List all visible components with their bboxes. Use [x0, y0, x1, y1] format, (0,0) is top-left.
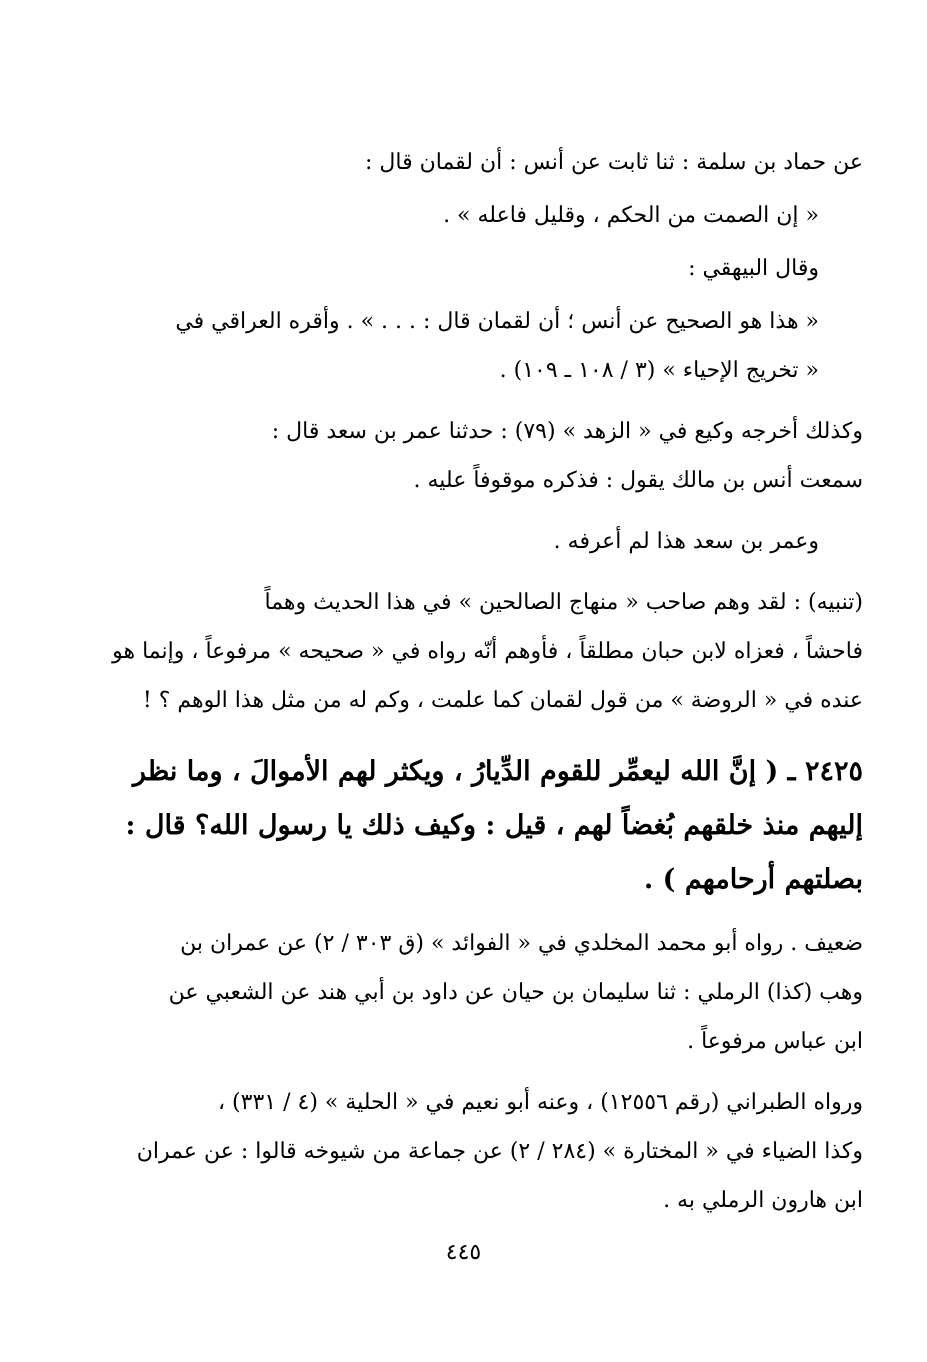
- paragraph-tanbih: [112, 578, 863, 725]
- hadith-line: ٢٤٢٥ ـ ( إنَّ الله ليعمِّر للقوم الدِّيارُ ، ويكثر لهم الأموالَ ، وما نظر: [132, 756, 863, 787]
- text-line: عن حماد بن سلمة : ثنا ثابت عن أنس : أن لقمان قال :: [365, 150, 863, 175]
- text-line: ابن هارون الرملي به .: [663, 1188, 863, 1213]
- text-line: وهب (كذا) الرملي : ثنا سليمان بن حيان عن داود بن أبي هند عن الشعبي عن: [168, 980, 863, 1005]
- text-line: « هذا هو الصحيح عن أنس ؛ أن لقمان قال : . . . » . وأقره العراقي في: [175, 309, 819, 334]
- paragraph-quote-silence: [123, 191, 863, 240]
- paragraph-waki: [123, 407, 863, 505]
- page-number: ٤٤٥: [445, 1240, 482, 1265]
- text-line: فاحشاً ، فعزاه لابن حبان مطلقاً ، فأوهم أنّه رواه في « صحيحه » مرفوعاً ، وإنما هو: [112, 639, 863, 664]
- text-line: وكذلك أخرجه وكيع في « الزهد » (٧٩) : حدثنا عمر بن سعد قال :: [271, 419, 863, 444]
- hadith-2425: [123, 745, 863, 907]
- paragraph-bayhaqi-quote: [123, 297, 863, 395]
- text-line: عنده في « الروضة » من قول لقمان كما علمت ، وكم له من مثل هذا الوهم ؟ !: [142, 688, 863, 713]
- hadith-line: بصلتهم أرحامهم ) .: [643, 864, 863, 895]
- page-content: [112, 138, 863, 1237]
- hadith-line: إليهم منذ خلقهم بُغضاً لهم ، قيل : وكيف ذلك يا رسول الله؟ قال :: [125, 810, 863, 841]
- paragraph-daif: [123, 919, 863, 1066]
- text-line: ابن عباس مرفوعاً .: [687, 1029, 863, 1054]
- paragraph-tabarani: [123, 1078, 863, 1225]
- paragraph-bayhaqi: [123, 244, 863, 293]
- text-line: (تنبيه) : لقد وهم صاحب « منهاج الصالحين » في هذا الحديث وهماً: [264, 590, 863, 615]
- text-line: وكذا الضياء في « المختارة » (٢٨٤ / ٢) عن جماعة من شيوخه قالوا : عن عمران: [136, 1139, 863, 1164]
- text-line: وقال البيهقي :: [688, 256, 819, 281]
- text-line: وعمر بن سعد هذا لم أعرفه .: [553, 529, 819, 554]
- paragraph-isnad: [123, 138, 863, 187]
- text-line: « تخريج الإحياء » (٣ / ١٠٨ ـ ١٠٩) .: [499, 358, 819, 383]
- text-line: « إن الصمت من الحكم ، وقليل فاعله » .: [443, 203, 819, 228]
- text-line: ضعيف . رواه أبو محمد المخلدي في « الفوائد » (ق ٣٠٣ / ٢) عن عمران بن: [180, 931, 863, 956]
- text-line: سمعت أنس بن مالك يقول : فذكره موقوفاً عليه .: [413, 468, 863, 493]
- paragraph-umar-ibn-saad: [123, 517, 863, 566]
- text-line: ورواه الطبراني (رقم ١٢٥٥٦) ، وعنه أبو نعيم في « الحلية » (٤ / ٣٣١) ،: [217, 1090, 863, 1115]
